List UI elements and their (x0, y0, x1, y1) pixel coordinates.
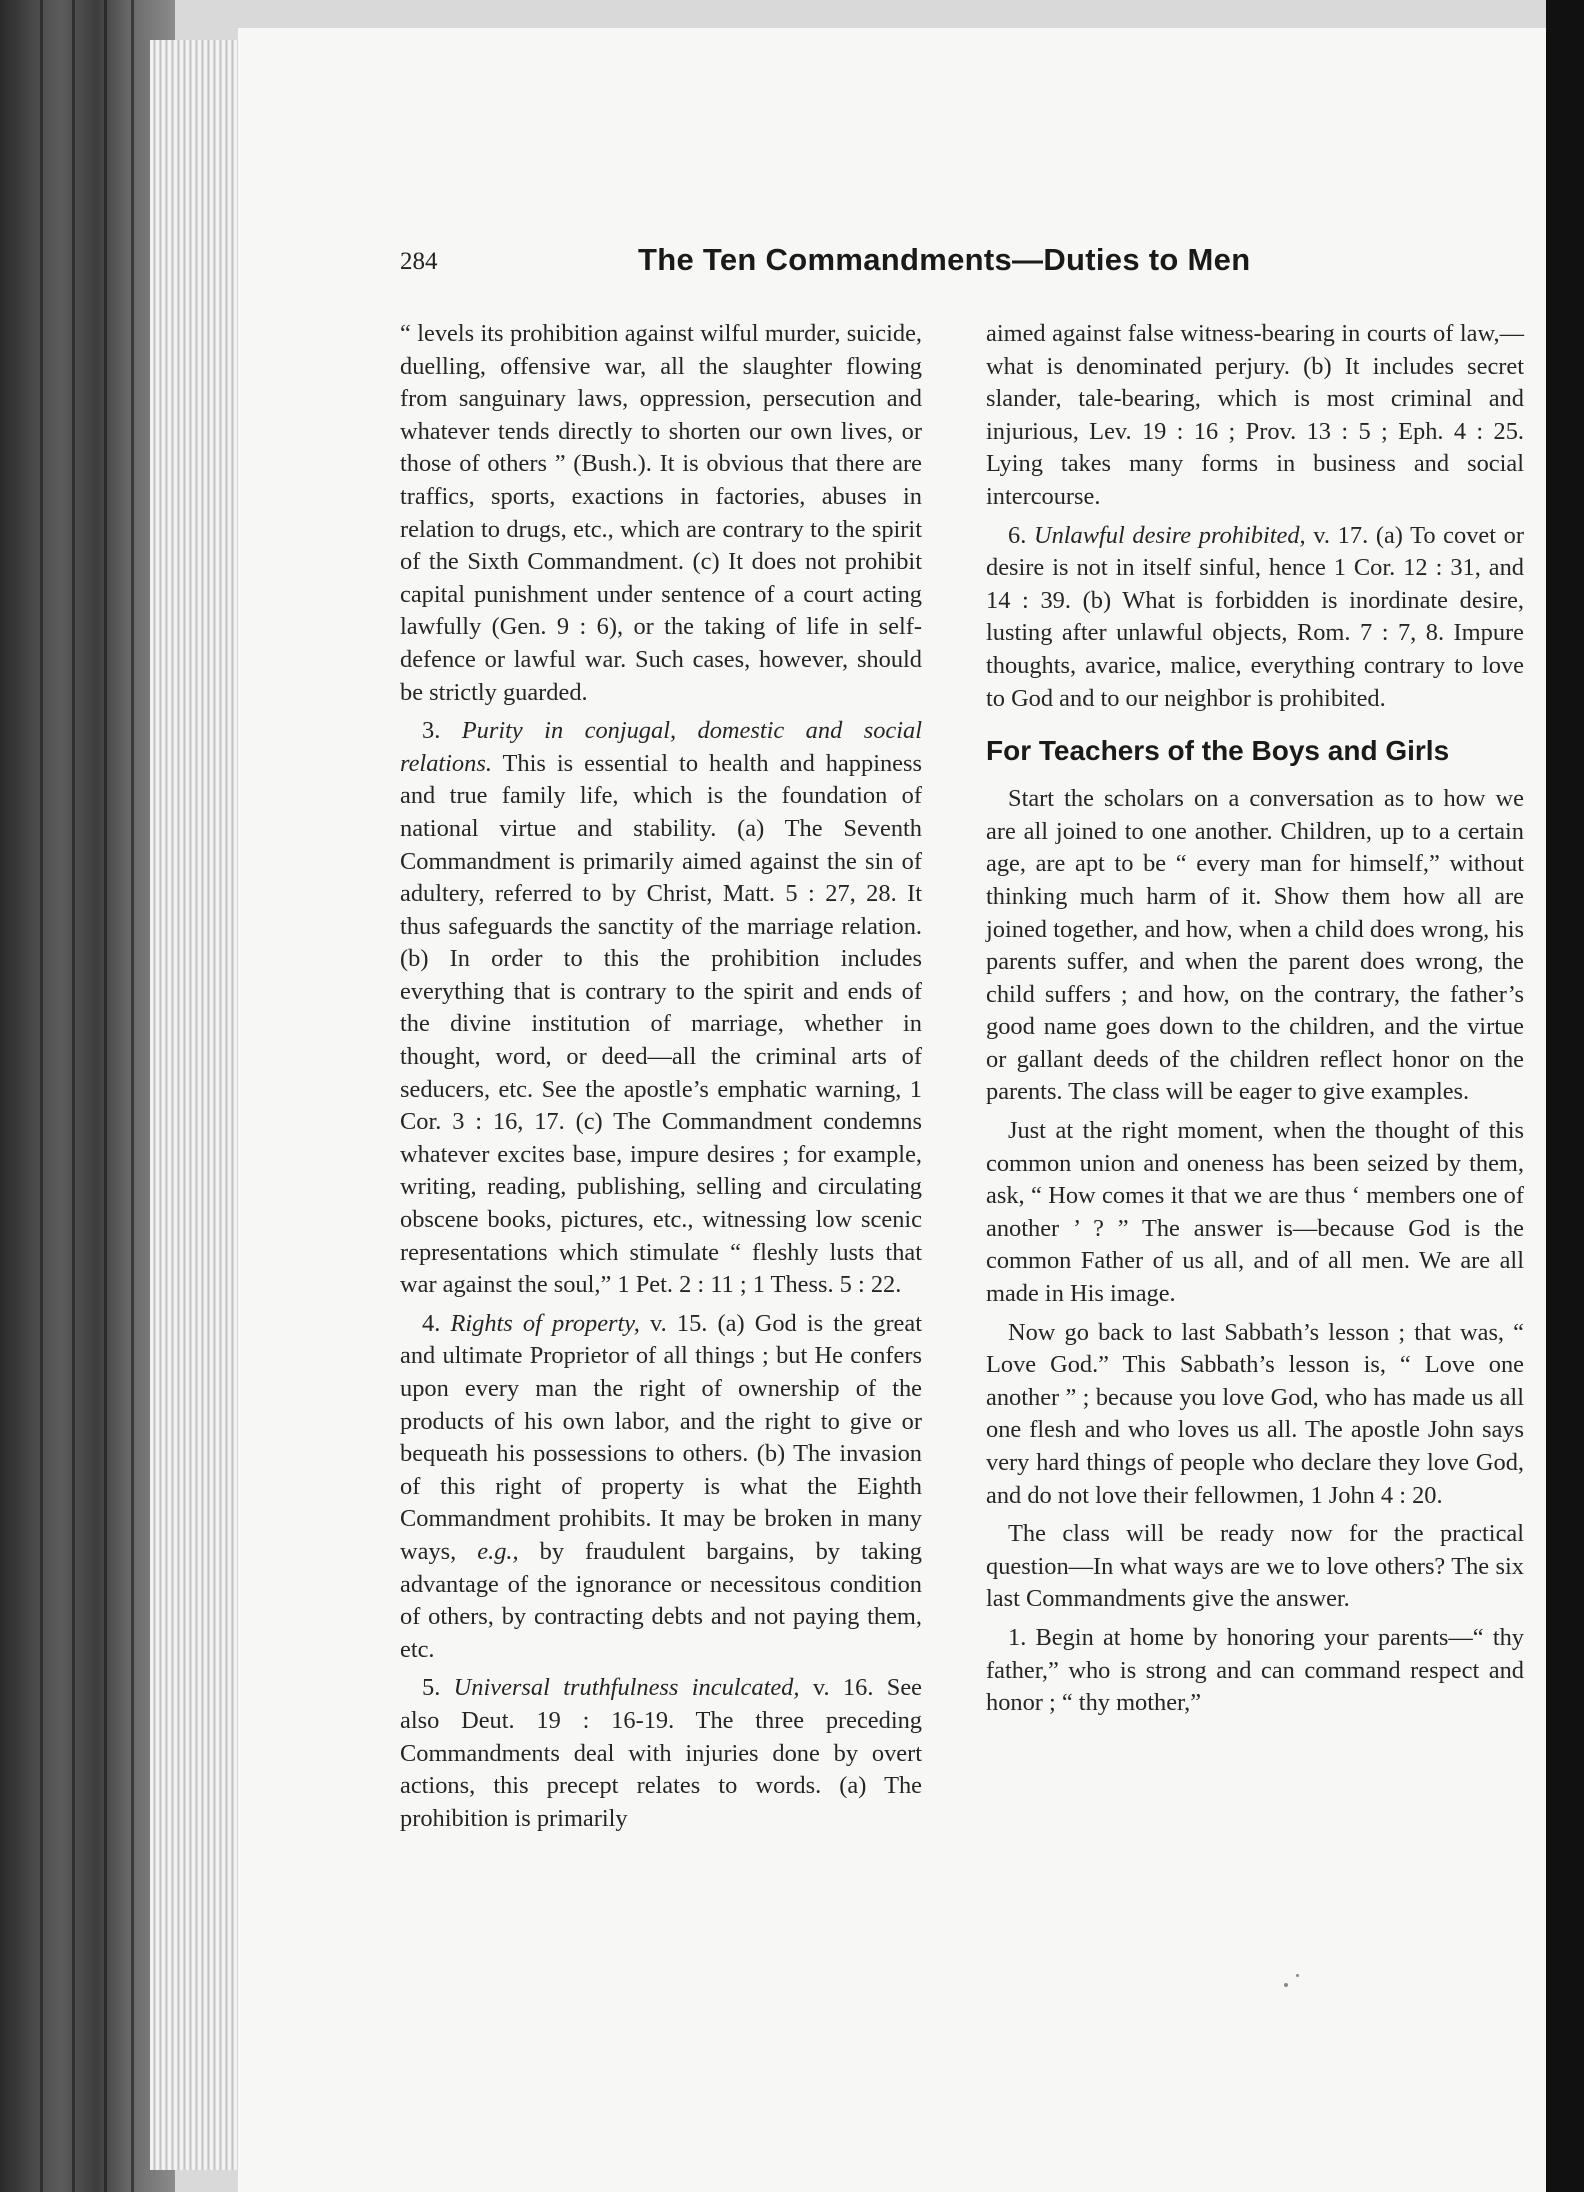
item-number: 5. (422, 1674, 441, 1702)
paragraph: The class will be ready now for the practical question—In what ways are we to love others? The six last Commandments give the answer. (986, 1520, 1524, 1613)
scan-speck (1296, 1974, 1299, 1977)
item-body: v. 17. (a) To covet or desire is not in itself sinful, hence 1 Cor. 12 : 31, and 14 : 39. (b) What is forbidden is inordinate desire, lusting after unlawful objects, Rom. 7 : 7, 8. Impure thoughts, avarice, malice, everything contrary to love to God and to our neighbor is prohibited. (986, 521, 1524, 712)
item-body: This is essential to health and happiness and true family life, which is the foundation of national virtue and stability. (a) The Seventh Commandment is primarily aimed against the sin of adultery, referred to by Christ, Matt. 5 : 27, 28. It thus safeguards the sanctity of the marriage relation. (b) In order to this the prohibition includes everything that is contrary to the spirit and ends of the divine institution of marriage, whether in thought, word, or deed—all the criminal arts of seducers, etc. See the apostle’s emphatic warning, 1 Cor. 3 : 16, 17. (c) The Commandment condemns whatever excites base, impure desires ; for example, writing, reading, publishing, selling and circulating obscene books, pictures, etc., witnessing low scenic representations which stimulate “ fleshly lusts that war against the soul,” 1 Pet. 2 : 11 ; 1 Thess. 5 : 22. (400, 749, 922, 1299)
paragraph: “ levels its prohibition against wilful murder, suicide, duelling, offensive war, all the slaughter flowing from sanguinary laws, oppression, persecution and whatever tends directly to shorten our own lives, or those of others ” (Bush.). It is obvious that there are traffics, sports, exactions in factories, abuses in relation to drugs, etc., which are contrary to the spirit of the Sixth Commandment. (c) It does not prohibit capital punishment under sentence of a court acting lawfully (Gen. 9 : 6), or the taking of life in self-defence or lawful war. Such cases, however, should be strictly guarded. (400, 320, 922, 706)
item-number: 3. (422, 717, 441, 745)
section-heading: For Teachers of the Boys and Girls (986, 735, 1450, 767)
scan-speck (1284, 1983, 1288, 1987)
item-title: Purity in conjugal, domestic and social relations. (400, 717, 922, 777)
item-title: Unlawful desire prohibited, (1033, 521, 1306, 549)
item-body: v. 15. (a) God is the great and ultimate Proprietor of all things ; but He confers upon every man the right of ownership of the products of his own labor, and the right to give or bequeath his possessions to others. (b) The invasion of this right of property is what the Eighth Commandment prohibits. It may be broken in many ways, (400, 1309, 922, 1565)
right-column (986, 318, 1524, 1720)
paragraph: Start the scholars on a conversation as to how we are all joined to one another. Children, up to a certain age, are apt to be “ every man for himself,” without thinking much harm of it. Show them how all are joined together, and how, when a child does wrong, his parents suffer, and when the parent does wrong, the child suffers ; and how, on the contrary, the father’s good name goes down to the children, and the virtue or gallant deeds of the children reflect honor on the parents. The class will be eager to give examples. (986, 785, 1524, 1106)
paragraph (986, 520, 1524, 716)
running-title: The Ten Commandments—Duties to Men (638, 242, 1251, 277)
paragraph: Now go back to last Sabbath’s lesson ; that was, “ Love God.” This Sabbath’s lesson is, “ Love one another ” ; because you love God, who has made us all one flesh and who loves us all. The apostle John says very hard things of people who declare they love God, and do not love their fellowmen, 1 John 4 : 20. (986, 1318, 1524, 1509)
book-page (238, 28, 1546, 2192)
paragraph: Just at the right moment, when the thought of this common union and oneness has been seized by them, ask, “ How comes it that we are thus ‘ members one of another ’ ? ” The answer is—because God is the common Father of us all, and of all men. We are all made in His image. (986, 1117, 1524, 1308)
page-number: 284 (400, 248, 438, 275)
item-body: v. 16. See also Deut. 19 : 16-19. The three preceding Commandments deal with injuries done by overt actions, this precept relates to words. (a) The prohibition is primarily (400, 1674, 923, 1832)
scan-border-left (0, 0, 175, 2192)
item-title: Rights of property, (450, 1309, 640, 1337)
paragraph: aimed against false witness-bearing in courts of law,—what is denominated perjury. (b) It includes secret slander, tale-bearing, which is most criminal and injurious, Lev. 19 : 16 ; Prov. 13 : 5 ; Eph. 4 : 25. Lying takes many forms in business and social intercourse. (986, 320, 1524, 510)
item-body: by fraudulent bargains, by taking advantage of the ignorance or necessitous condition of others, by contracting debts and not paying them, etc. (400, 1537, 922, 1663)
book-page-edges (150, 40, 240, 2170)
item-number: 4. (422, 1309, 441, 1337)
item-number: 6. (1008, 521, 1027, 549)
paragraph (400, 1308, 922, 1667)
paragraph (400, 1672, 922, 1835)
scan-border-right (1546, 0, 1584, 2192)
running-head (238, 242, 1546, 282)
left-column (400, 318, 922, 1835)
item-title: Universal truthfulness inculcated, (453, 1674, 800, 1702)
paragraph (400, 715, 922, 1302)
abbreviation: e.g., (477, 1537, 519, 1565)
paragraph: 1. Begin at home by honoring your parents—“ thy father,” who is strong and can command respect and honor ; “ thy mother,” (986, 1623, 1524, 1717)
